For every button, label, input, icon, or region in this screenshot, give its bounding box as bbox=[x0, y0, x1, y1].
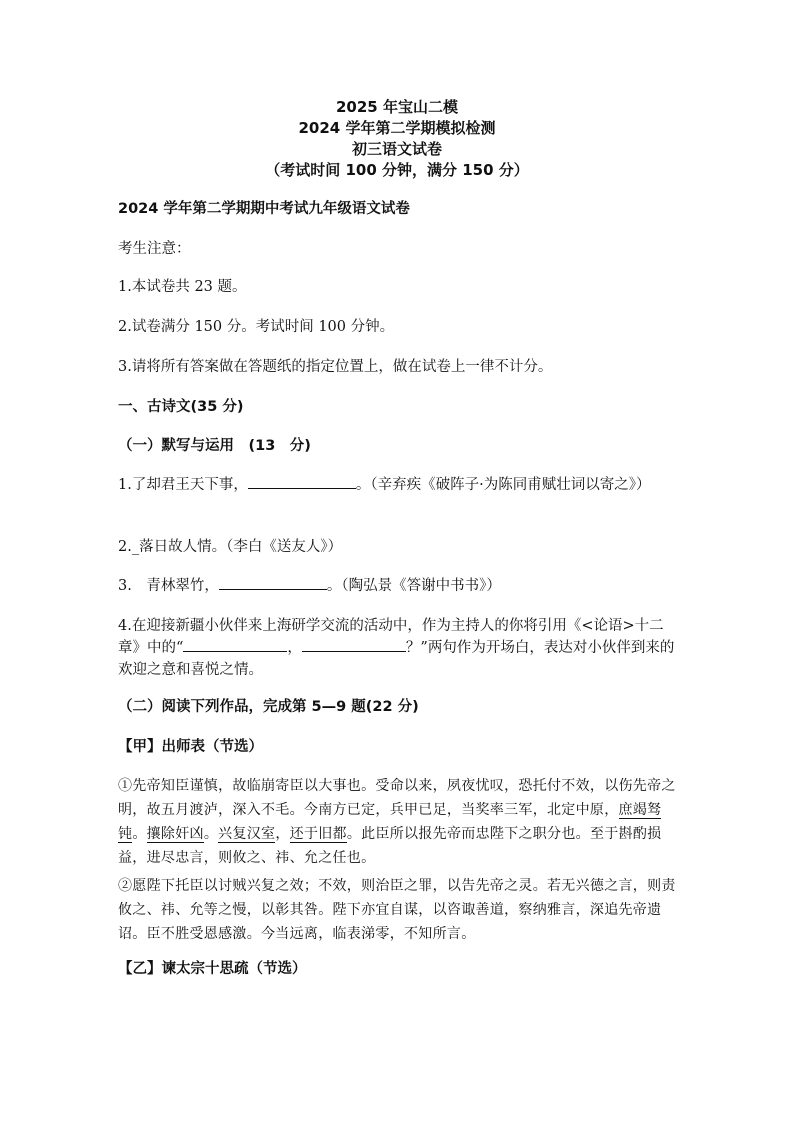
header-line-3: 初三语文试卷 bbox=[351, 140, 442, 158]
section-1-title: 一、古诗文(35 分) bbox=[118, 399, 244, 415]
answer-blank[interactable] bbox=[183, 637, 287, 652]
underlined-phrase: 庶竭驽钝 bbox=[118, 802, 662, 842]
question-4 bbox=[118, 615, 684, 681]
header-line-2: 2024 学年第二学期模拟检测 bbox=[298, 119, 496, 137]
question-1 bbox=[118, 474, 684, 496]
passage-text: 。此臣所以报先帝而忠陛下之职分也。至于斟酌损益，进尽忠言，则攸之、祎、允之任也。 bbox=[118, 826, 662, 866]
part-2-title: （二）阅读下列作品，完成第 5—9 题(22 分) bbox=[118, 699, 419, 715]
exam-subtitle: 2024 学年第二学期期中考试九年级语文试卷 bbox=[118, 201, 410, 217]
question-2: 2._落日故人情。（李白《送友人》） bbox=[118, 539, 343, 555]
question-1-prefix: 1.了却君王天下事， bbox=[118, 477, 248, 493]
passage-text: ①先帝知臣谨慎，故临崩寄臣以大事也。受命以来，夙夜忧叹，恐托付不效，以伤先帝之明，故五月渡泸，深入不毛。今南方已定，兵甲已足，当奖率三军，北定中原， bbox=[118, 778, 676, 818]
header-line-4: （考试时间 100 分钟，满分 150 分） bbox=[265, 161, 529, 179]
question-3 bbox=[118, 575, 684, 597]
passage-text: 。 bbox=[203, 826, 219, 842]
question-4-prefix: 4.在迎接新疆小伙伴来上海研学交流的活动中，作为主持人的你将引用《<论语>十二章》中的“ bbox=[118, 618, 664, 656]
notice-item-1: 1.本试卷共 23 题。 bbox=[118, 279, 247, 295]
passage-jia-title: 【甲】出师表（节选） bbox=[118, 739, 263, 755]
passage-jia-paragraph-1 bbox=[118, 774, 684, 870]
passage-yi-title: 【乙】谏太宗十思疏（节选） bbox=[118, 961, 307, 977]
underlined-phrase: 攘除奸凶 bbox=[146, 826, 204, 842]
question-4-mid: ， bbox=[287, 640, 302, 656]
passage-jia-paragraph-2: ②愿陛下托臣以讨贼兴复之效；不效，则治臣之罪，以告先帝之灵。若无兴德之言，则责攸之、祎、允等之慢，以彰其咎。陛下亦宜自谋，以咨诹善道，察纳雅言，深追先帝遗诏。臣不胜受恩感激。今当远离，临表涕零，不知所言。 bbox=[118, 878, 676, 942]
passage-text: ， bbox=[275, 826, 290, 842]
question-3-suffix: 。（陶弘景《答谢中书书》） bbox=[326, 578, 501, 594]
exam-header bbox=[0, 97, 794, 181]
question-3-prefix: 3. 青林翠竹， bbox=[118, 578, 219, 594]
passage-text: 。 bbox=[132, 826, 147, 842]
underlined-phrase: 兴复汉室 bbox=[218, 826, 276, 842]
underlined-phrase: 还于旧都 bbox=[289, 826, 347, 842]
part-1-title: （一）默写与运用 (13 分) bbox=[118, 438, 311, 454]
notice-item-3: 3.请将所有答案做在答题纸的指定位置上，做在试卷上一律不计分。 bbox=[118, 359, 553, 375]
question-4-suffix: ？”两句作为开场白，表达对小伙伴到来的欢迎之意和喜悦之情。 bbox=[118, 640, 675, 678]
answer-blank[interactable] bbox=[248, 474, 356, 489]
question-1-suffix: 。（辛弃疾《破阵子·为陈同甫赋壮词以寄之》） bbox=[355, 477, 651, 493]
notice-item-2: 2.试卷满分 150 分。考试时间 100 分钟。 bbox=[118, 319, 395, 335]
header-line-1: 2025 年宝山二模 bbox=[336, 98, 458, 116]
notice-title: 考生注意： bbox=[118, 241, 191, 257]
answer-blank[interactable] bbox=[302, 637, 406, 652]
answer-blank[interactable] bbox=[219, 575, 327, 590]
